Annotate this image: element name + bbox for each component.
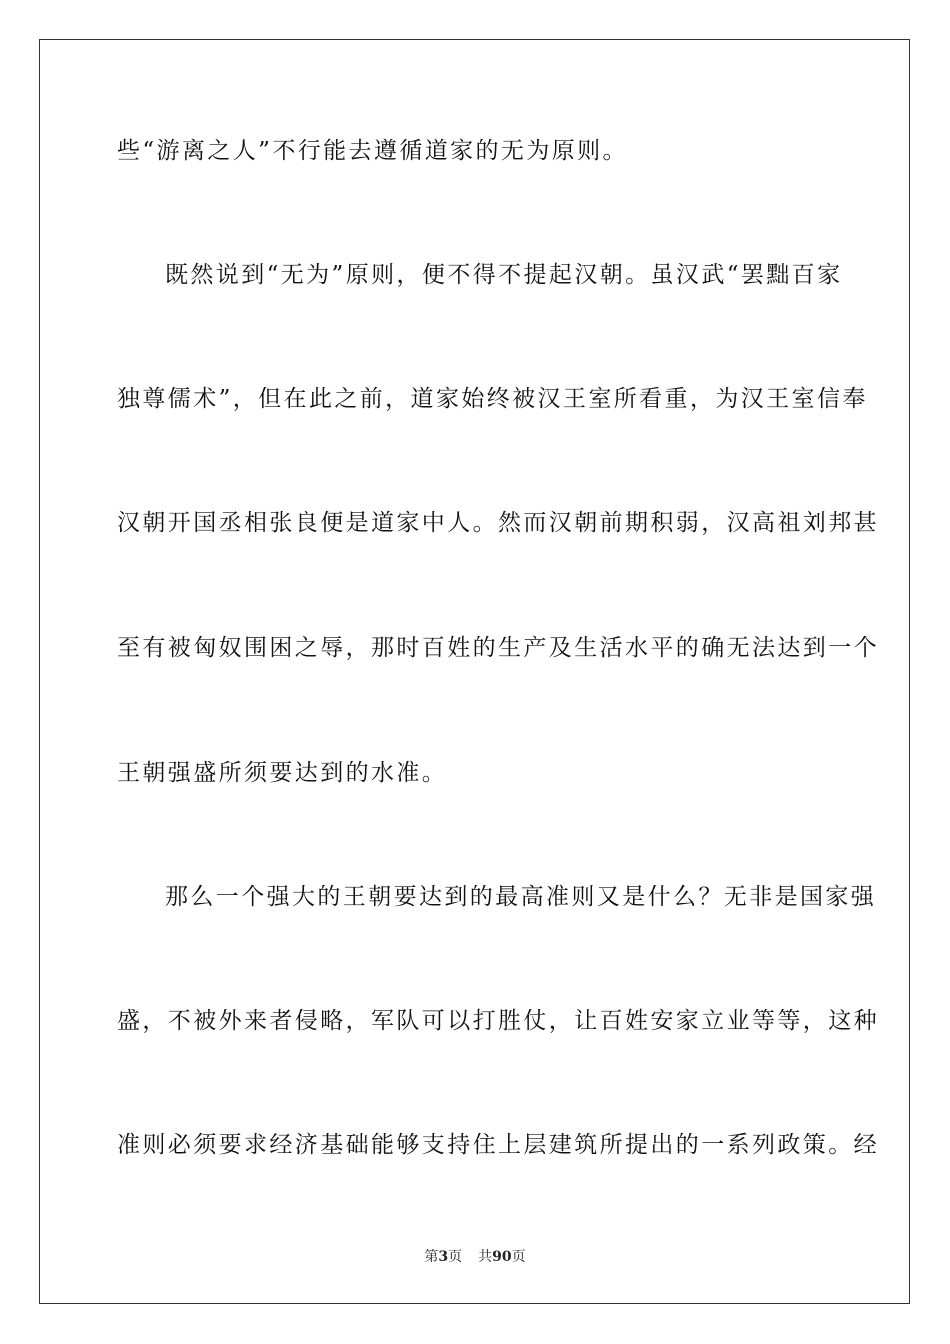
page-border [39, 39, 910, 1304]
paragraph-line-3: 独尊儒术”，但在此之前，道家始终被汉王室所看重，为汉王室信奉 [117, 386, 868, 412]
paragraph-line-8: 盛，不被外来者侵略，军队可以打胜仗，让百姓安家立业等等，这种 [117, 1008, 879, 1034]
paragraph-line-2: 既然说到“无为”原则，便不得不提起汉朝。虽汉武“罢黜百家 [165, 262, 843, 288]
page-suffix: 页 [448, 1249, 463, 1265]
paragraph-line-5: 至有被匈奴围困之辱，那时百姓的生产及生活水平的确无法达到一个 [117, 635, 879, 661]
page-number: 3 [438, 1249, 449, 1265]
page-footer [0, 1247, 950, 1267]
total-prefix: 共 [478, 1249, 493, 1265]
total-suffix: 页 [511, 1249, 526, 1265]
paragraph-line-6: 王朝强盛所须要达到的水准。 [117, 760, 448, 786]
total-pages: 90 [492, 1249, 512, 1265]
paragraph-line-4: 汉朝开国丞相张良便是道家中人。然而汉朝前期积弱，汉高祖刘邦甚 [117, 510, 879, 536]
paragraph-line-1: 些“游离之人”不行能去遵循道家的无为原则。 [117, 138, 628, 164]
page-prefix: 第 [424, 1249, 439, 1265]
paragraph-line-7: 那么一个强大的王朝要达到的最高准则又是什么？无非是国家强 [165, 884, 877, 910]
paragraph-line-9: 准则必须要求经济基础能够支持住上层建筑所提出的一系列政策。经 [117, 1132, 879, 1158]
